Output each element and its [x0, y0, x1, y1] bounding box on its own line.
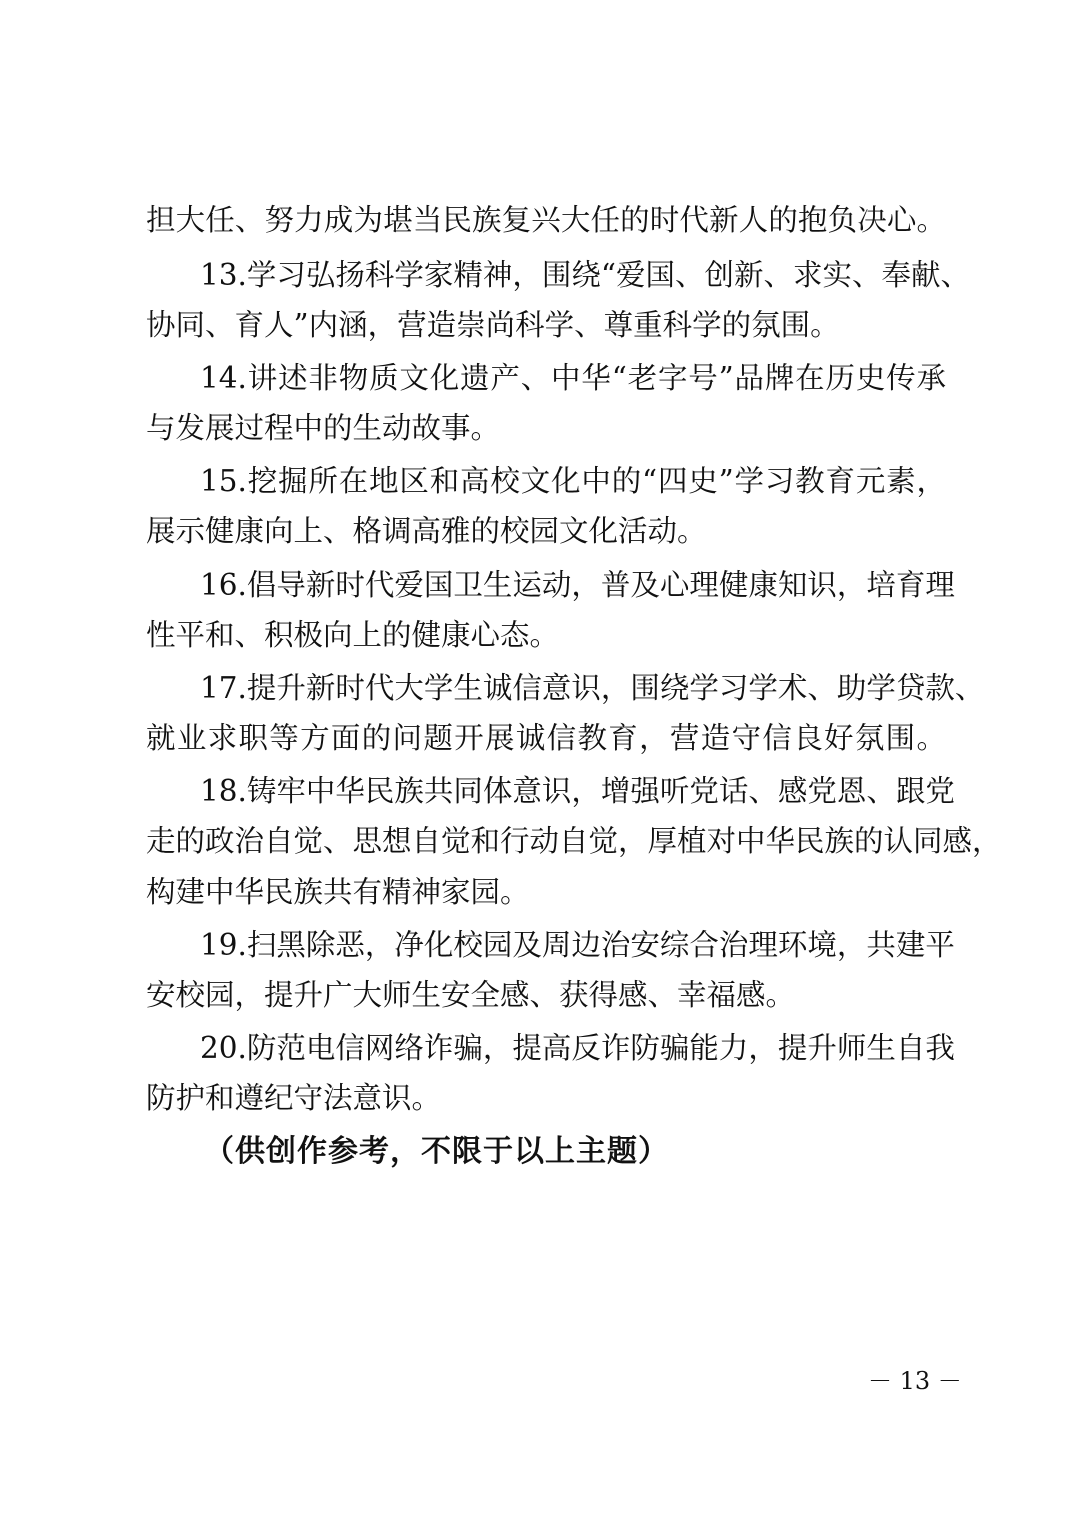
item-17-line-2: 就业求职等方面的问题开展诚信教育，营造守信良好氛围。	[146, 721, 946, 755]
item-20-line-1: 20.防范电信网络诈骗，提高反诈防骗能力，提升师生自我	[200, 1031, 955, 1065]
reference-note: （供创作参考，不限于以上主题）	[204, 1134, 669, 1169]
page-number: － 13 －	[868, 1367, 962, 1395]
item-15-line-1: 15.挖掘所在地区和高校文化中的“四史”学习教育元素，	[200, 464, 946, 498]
item-13-line-2: 协同、育人”内涵，营造崇尚科学、尊重科学的氛围。	[146, 308, 840, 342]
item-18-line-3: 构建中华民族共有精神家园。	[146, 875, 530, 909]
item-15-line-2: 展示健康向上、格调高雅的校园文化活动。	[146, 514, 707, 548]
item-17-line-1: 17.提升新时代大学生诚信意识，围绕学习学术、助学贷款、	[200, 671, 985, 705]
item-16-line-1: 16.倡导新时代爱国卫生运动，普及心理健康知识，培育理	[200, 568, 955, 602]
item-19-line-2: 安校园，提升广大师生安全感、获得感、幸福感。	[146, 978, 796, 1012]
item-14-line-1: 14.讲述非物质文化遗产、中华“老字号”品牌在历史传承	[200, 361, 946, 395]
text-line-1: 担大任、努力成为堪当民族复兴大任的时代新人的抱负决心。	[146, 203, 946, 237]
item-16-line-2: 性平和、积极向上的健康心态。	[146, 618, 560, 652]
item-20-line-2: 防护和遵纪守法意识。	[146, 1081, 442, 1115]
item-18-line-2: 走的政治自觉、思想自觉和行动自觉，厚植对中华民族的认同感，	[146, 824, 1002, 858]
item-18-line-1: 18.铸牢中华民族共同体意识，增强听党话、感党恩、跟党	[200, 774, 955, 808]
item-13-line-1: 13.学习弘扬科学家精神，围绕“爱国、创新、求实、奉献、	[200, 258, 970, 292]
item-14-line-2: 与发展过程中的生动故事。	[146, 411, 501, 445]
item-19-line-1: 19.扫黑除恶，净化校园及周边治安综合治理环境，共建平	[200, 928, 955, 962]
